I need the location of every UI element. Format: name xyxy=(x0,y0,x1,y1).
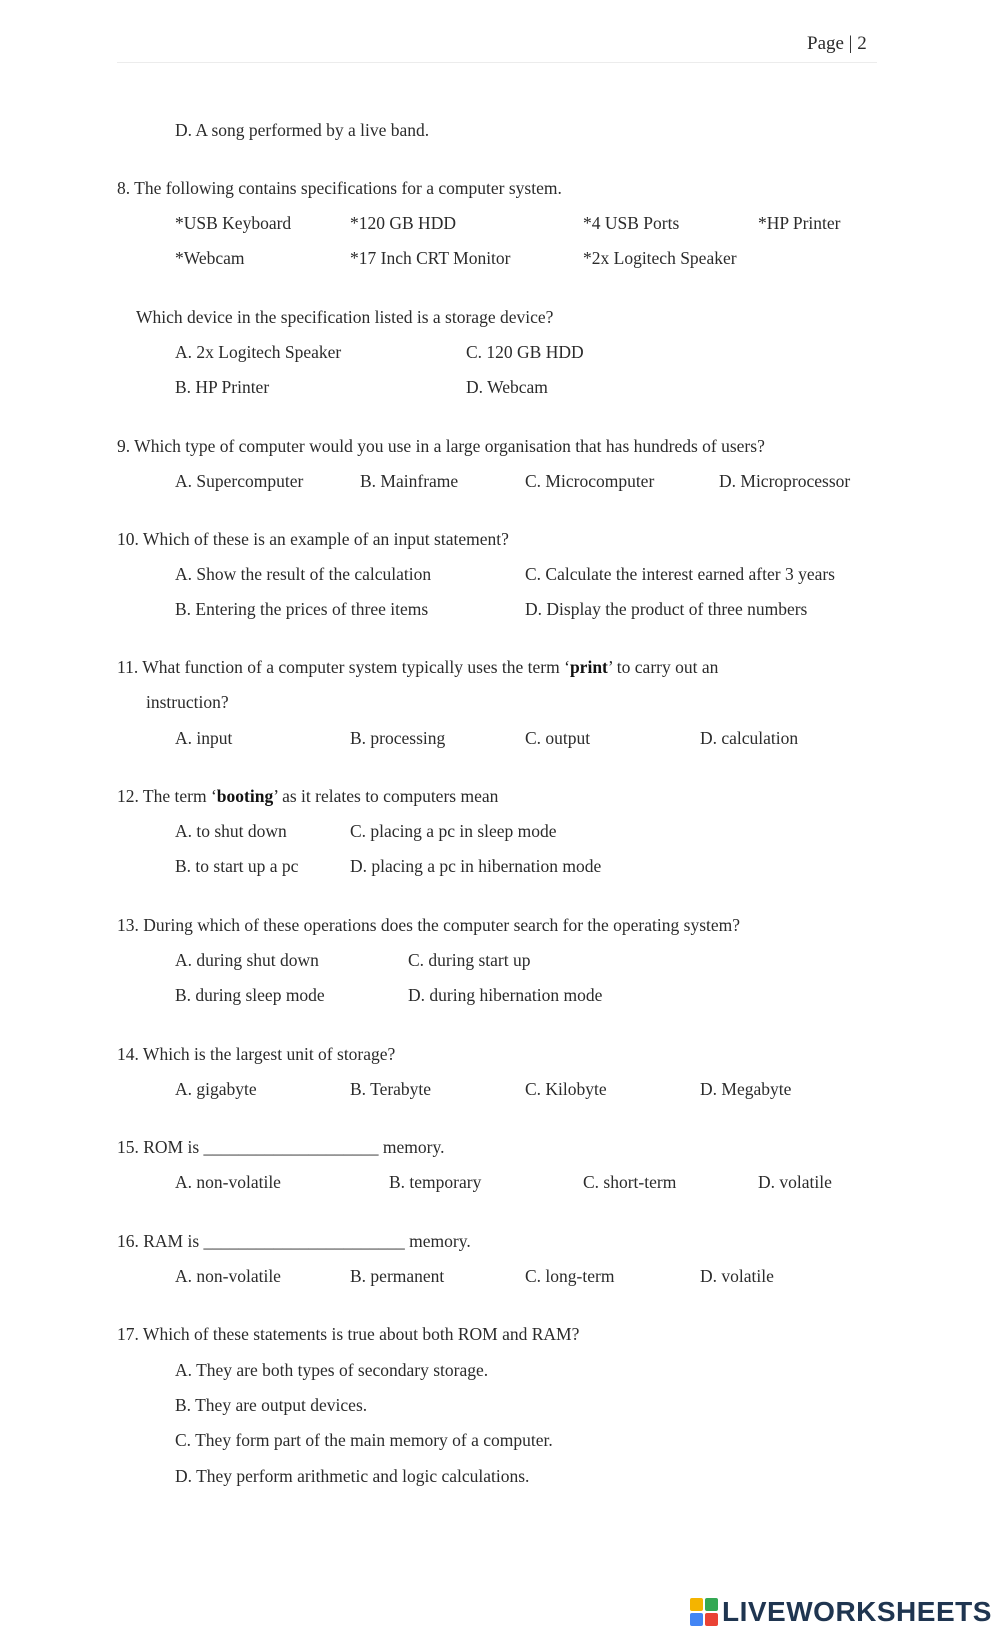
q8-spec: *2x Logitech Speaker xyxy=(583,248,737,268)
q12-stem-part: 12. The term ‘ xyxy=(117,786,217,806)
q10-stem: 10. Which of these is an example of an input statement? xyxy=(117,529,509,549)
q15-option-b[interactable]: B. temporary xyxy=(389,1172,482,1192)
q8-spec: *USB Keyboard xyxy=(175,213,292,233)
liveworksheets-watermark xyxy=(690,1596,992,1628)
q11-stem-bold: print xyxy=(569,657,608,677)
q8-spec: *Webcam xyxy=(175,248,245,268)
liveworksheets-logo-icon xyxy=(690,1598,718,1626)
q17-stem: 17. Which of these statements is true about both ROM and RAM? xyxy=(117,1324,580,1344)
q11-option-a[interactable]: A. input xyxy=(175,728,233,748)
q15-option-c[interactable]: C. short-term xyxy=(583,1172,677,1192)
q8-option-d[interactable]: D. Webcam xyxy=(466,377,548,397)
q16-stem: 16. RAM is _______________________ memory. xyxy=(117,1231,471,1251)
q17-option-c[interactable]: C. They form part of the main memory of a computer. xyxy=(175,1430,553,1450)
q13-option-b[interactable]: B. during sleep mode xyxy=(175,985,325,1005)
q10-option-d[interactable]: D. Display the product of three numbers xyxy=(525,599,808,619)
q14-option-c[interactable]: C. Kilobyte xyxy=(525,1079,607,1099)
q16-option-d[interactable]: D. volatile xyxy=(700,1266,774,1286)
q9-option-d[interactable]: D. Microprocessor xyxy=(719,471,851,491)
q15-option-d[interactable]: D. volatile xyxy=(758,1172,832,1192)
q11-stem xyxy=(117,657,718,678)
q11-option-b[interactable]: B. processing xyxy=(350,728,446,748)
q11-stem-part: 11. What function of a computer system typically uses the term ‘ xyxy=(117,657,570,677)
q12-option-d[interactable]: D. placing a pc in hibernation mode xyxy=(350,856,602,876)
q8-spec: *120 GB HDD xyxy=(350,213,456,233)
q16-option-b[interactable]: B. permanent xyxy=(350,1266,445,1286)
q14-option-b[interactable]: B. Terabyte xyxy=(350,1079,432,1099)
q15-option-a[interactable]: A. non-volatile xyxy=(175,1172,281,1192)
q8-stem: 8. The following contains specifications for a computer system. xyxy=(117,178,562,198)
q17-option-d[interactable]: D. They perform arithmetic and logic calculations. xyxy=(175,1466,530,1486)
q13-option-c[interactable]: C. during start up xyxy=(408,950,531,970)
q9-stem: 9. Which type of computer would you use in a large organisation that has hundreds of users? xyxy=(117,436,765,456)
q11-option-c[interactable]: C. output xyxy=(525,728,591,748)
q10-option-b[interactable]: B. Entering the prices of three items xyxy=(175,599,429,619)
q13-stem: 13. During which of these operations does the computer search for the operating system? xyxy=(117,915,741,935)
q17-option-a[interactable]: A. They are both types of secondary storage. xyxy=(175,1360,489,1380)
q8-option-b[interactable]: B. HP Printer xyxy=(175,377,270,397)
q12-option-a[interactable]: A. to shut down xyxy=(175,821,287,841)
q8-spec: *HP Printer xyxy=(758,213,841,233)
q9-option-a[interactable]: A. Supercomputer xyxy=(175,471,304,491)
q7-option-d: D. A song performed by a live band. xyxy=(175,120,430,140)
watermark-text: LIVEWORKSHEETS xyxy=(722,1596,992,1627)
q13-option-a[interactable]: A. during shut down xyxy=(175,950,319,970)
q14-option-a[interactable]: A. gigabyte xyxy=(175,1079,257,1099)
q9-option-b[interactable]: B. Mainframe xyxy=(360,471,459,491)
q12-option-c[interactable]: C. placing a pc in sleep mode xyxy=(350,821,557,841)
q11-stem-line2: instruction? xyxy=(146,692,229,712)
q8-option-a[interactable]: A. 2x Logitech Speaker xyxy=(175,342,342,362)
q8-spec: *4 USB Ports xyxy=(583,213,680,233)
q8-option-c[interactable]: C. 120 GB HDD xyxy=(466,342,584,362)
q14-option-d[interactable]: D. Megabyte xyxy=(700,1079,792,1099)
q12-stem-part: ’ as it relates to computers mean xyxy=(273,786,499,806)
q12-stem-bold: booting xyxy=(216,786,274,806)
q14-stem: 14. Which is the largest unit of storage? xyxy=(117,1044,396,1064)
q12-stem xyxy=(117,786,498,807)
q10-option-a[interactable]: A. Show the result of the calculation xyxy=(175,564,432,584)
header-divider xyxy=(117,62,877,63)
q11-option-d[interactable]: D. calculation xyxy=(700,728,799,748)
q12-option-b[interactable]: B. to start up a pc xyxy=(175,856,299,876)
q9-option-c[interactable]: C. Microcomputer xyxy=(525,471,655,491)
q10-option-c[interactable]: C. Calculate the interest earned after 3 years xyxy=(525,564,835,584)
q8-question: Which device in the specification listed is a storage device? xyxy=(136,307,554,327)
q13-option-d[interactable]: D. during hibernation mode xyxy=(408,985,603,1005)
q17-option-b[interactable]: B. They are output devices. xyxy=(175,1395,368,1415)
q8-spec: *17 Inch CRT Monitor xyxy=(350,248,511,268)
page-number: Page | 2 xyxy=(807,33,867,54)
q16-option-a[interactable]: A. non-volatile xyxy=(175,1266,281,1286)
q15-stem: 15. ROM is ____________________ memory. xyxy=(117,1137,445,1157)
q16-option-c[interactable]: C. long-term xyxy=(525,1266,615,1286)
q11-stem-part: ’ to carry out an xyxy=(607,657,719,677)
